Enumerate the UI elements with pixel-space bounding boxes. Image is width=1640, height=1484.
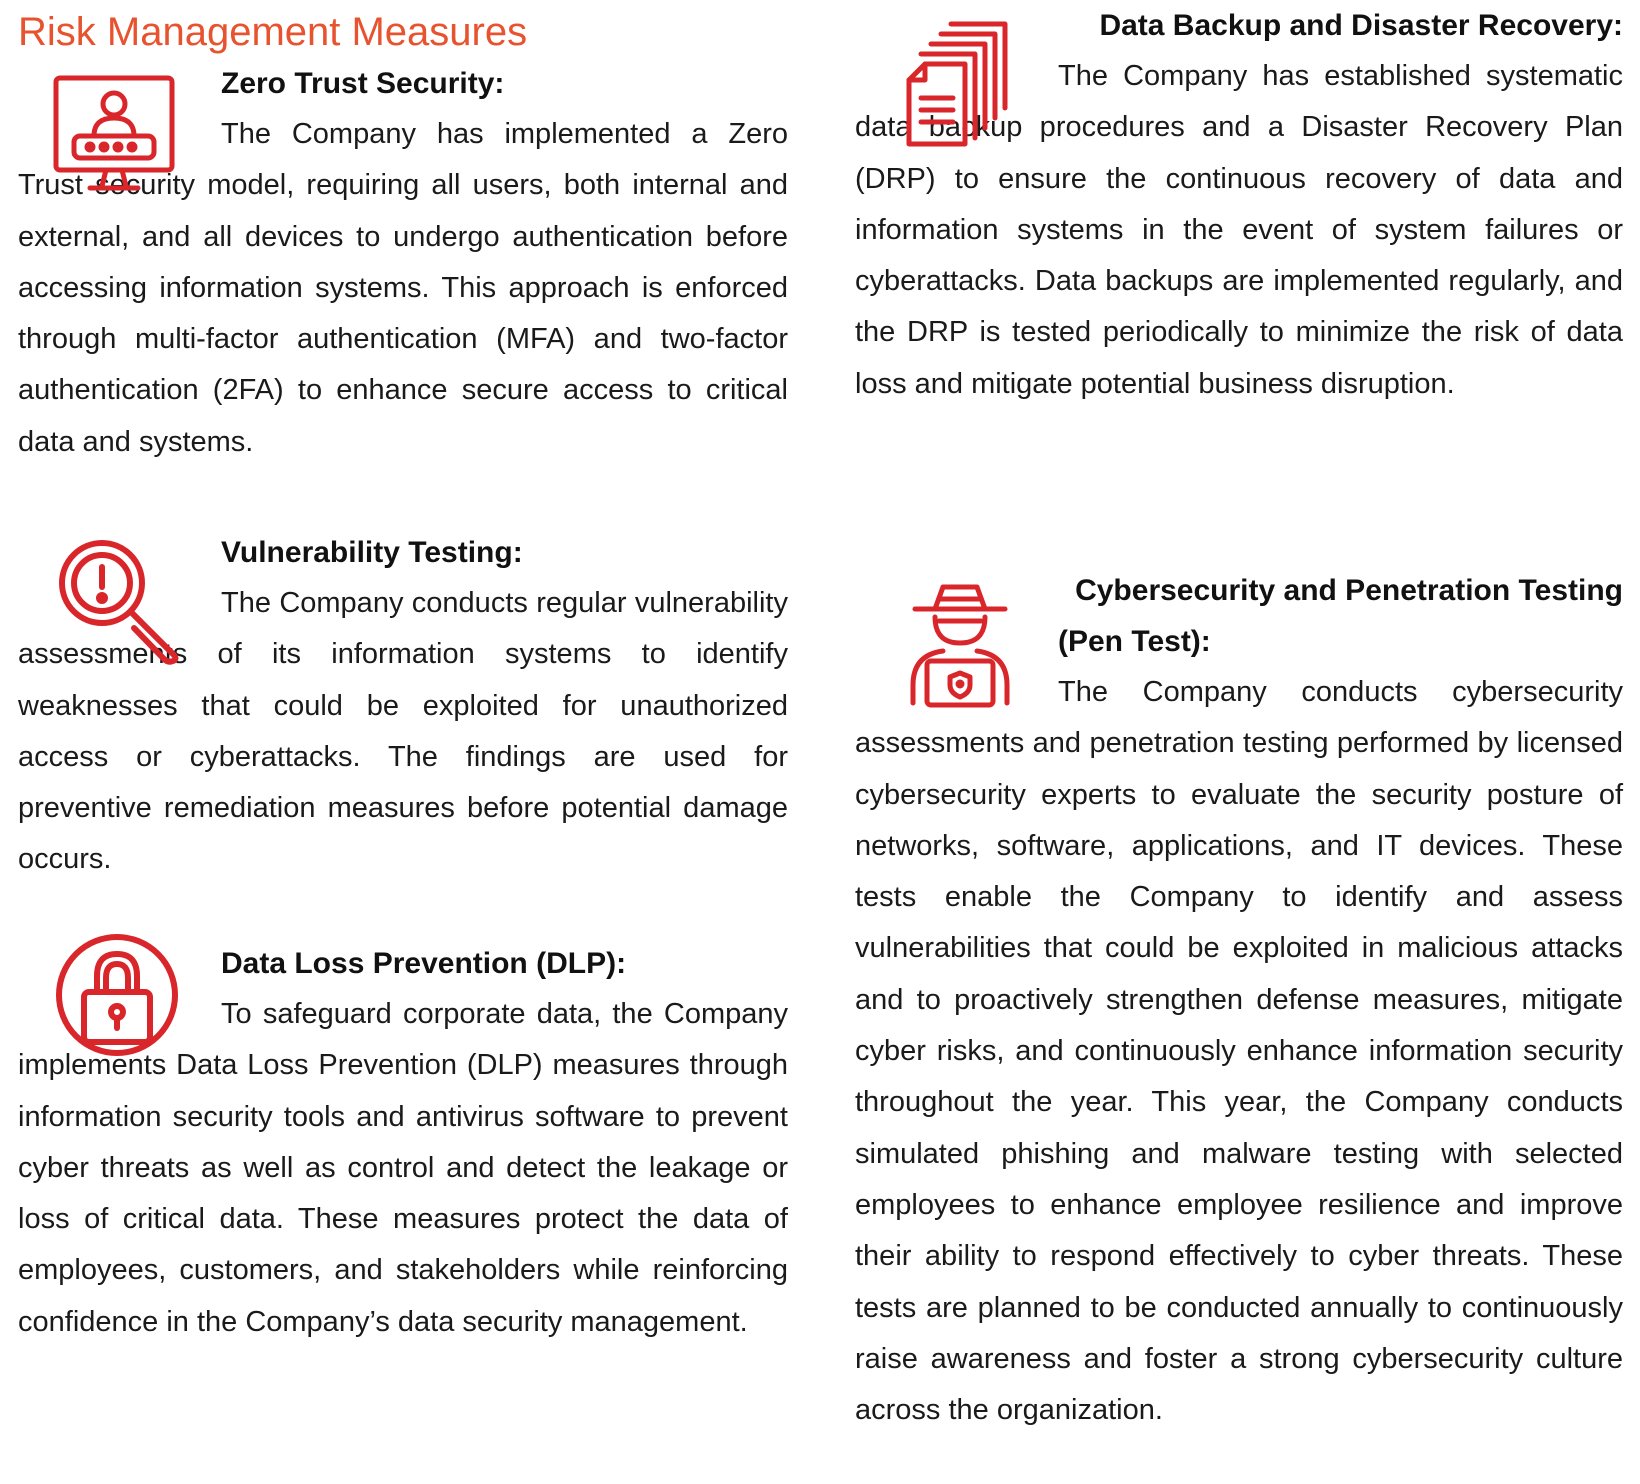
vulnerability-heading: Vulnerability Testing:	[221, 536, 523, 569]
page-title: Risk Management Measures	[18, 10, 528, 54]
magnifier-alert-icon	[56, 537, 186, 667]
hacker-laptop-icon	[905, 581, 1015, 711]
stacked-documents-icon	[905, 20, 1015, 148]
backup-heading: Data Backup and Disaster Recovery:	[1099, 9, 1623, 42]
zero-trust-body: The Company has implemented a Zero Trust security model, requiring all users, both internal and external, and all devices to undergo authentication before accessing information systems. This approach is enforced through multi-factor authentication (MFA) and two-factor authentication (2FA) to enhance secure access to critical data and systems.	[18, 118, 788, 458]
zero-trust-section	[18, 58, 788, 468]
backup-body: The Company has established systematic data backup procedures and a Disaster Recovery Plan (DRP) to ensure the continuous recovery of data and information systems in the event of system failures or cyberattacks. Data backups are implemented regularly, and the DRP is tested periodically to minimize the risk of data loss and mitigate potential business disruption.	[855, 60, 1623, 400]
pentest-heading-line1: Cybersecurity and Penetration Testing	[1075, 574, 1623, 607]
vulnerability-section	[18, 527, 788, 886]
padlock-circle-icon	[54, 932, 180, 1058]
monitor-user-password-icon	[52, 74, 182, 194]
pentest-body: The Company conducts cybersecurity assessments and penetration testing performed by licensed cybersecurity experts to evaluate the security posture of networks, software, applications, and IT devices. These tests enable the Company to identify and assess vulnerabilities that could be exploited in malicious attacks and to proactively strengthen defense measures, mitigate cyber risks, and continuously enhance information security throughout the year. This year, the Company conducts simulated phishing and malware testing with selected employees to enhance employee resilience and improve their ability to respond effectively to cyber threats. These tests are planned to be conducted annually to continuously raise awareness and foster a strong cybersecurity culture across the organization.	[855, 676, 1623, 1427]
vulnerability-body: The Company conducts regular vulnerability assessments of its information systems to identify weaknesses that could be exploited for unauthorized access or cyberattacks. The findings are used for preventive remediation measures before potential damage occurs.	[18, 587, 788, 876]
dlp-section	[18, 938, 788, 1348]
backup-section	[855, 0, 1623, 410]
zero-trust-heading: Zero Trust Security:	[221, 67, 505, 100]
pentest-heading-line2: (Pen Test):	[1058, 625, 1211, 658]
pentest-section	[855, 565, 1623, 1436]
dlp-heading: Data Loss Prevention (DLP):	[221, 947, 627, 980]
dlp-body: To safeguard corporate data, the Company implements Data Loss Prevention (DLP) measures through information security tools and antivirus software to prevent cyber threats as well as control and detect the leakage or loss of critical data. These measures protect the data of employees, customers, and stakeholders while reinforcing confidence in the Company’s data security management.	[18, 998, 788, 1338]
